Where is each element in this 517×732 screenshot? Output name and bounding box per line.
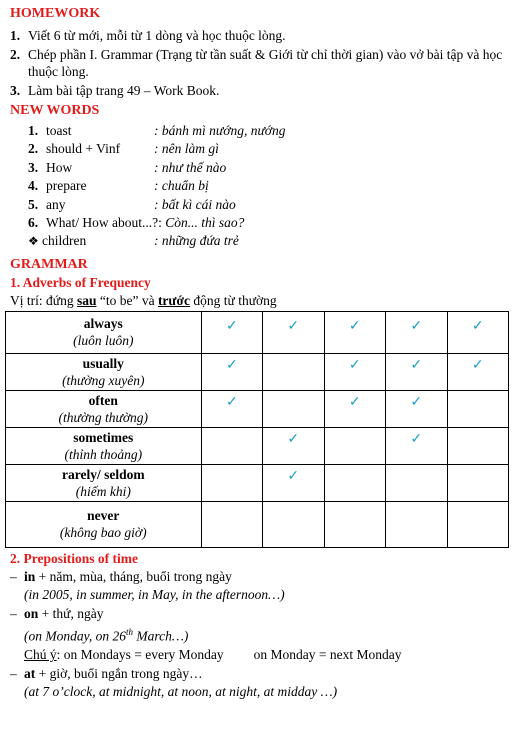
adverb-english: usually bbox=[82, 355, 124, 371]
adverb-cell bbox=[6, 390, 202, 427]
prepositions-list bbox=[10, 568, 509, 702]
prepositions-heading: 2. Prepositions of time bbox=[10, 550, 138, 566]
adverb-vietnamese: (luôn luôn) bbox=[73, 333, 134, 349]
frequency-cell bbox=[386, 464, 447, 501]
adverb-english: never bbox=[87, 508, 120, 524]
frequency-cell bbox=[324, 353, 385, 390]
frequency-cell bbox=[201, 427, 262, 464]
frequency-row bbox=[6, 501, 509, 547]
frequency-cell bbox=[447, 427, 509, 464]
adverb-cell bbox=[6, 353, 202, 390]
adverb-english: often bbox=[88, 392, 118, 408]
homework-heading: HOMEWORK bbox=[10, 6, 101, 21]
adverb-english: sometimes bbox=[73, 429, 134, 445]
checkmark-icon: ✓ bbox=[225, 395, 238, 411]
position-rule: Vị trí: đứng sau “to be” và trước động từ thường bbox=[10, 292, 277, 308]
checkmark-icon: ✓ bbox=[287, 469, 300, 485]
prep-at-example: (at 7 o’clock, at midnight, at noon, at night, at midday …) bbox=[24, 684, 338, 700]
frequency-cell bbox=[324, 464, 385, 501]
frequency-cell bbox=[263, 390, 324, 427]
frequency-cell bbox=[386, 353, 447, 390]
homework-item: 1. Viết 6 từ mới, mỗi từ 1 dòng và học thuộc lòng. bbox=[10, 28, 286, 43]
checkmark-icon: ✓ bbox=[348, 358, 361, 374]
checkmark-icon: ✓ bbox=[410, 318, 423, 334]
adverb-vietnamese: (hiếm khi) bbox=[75, 483, 131, 499]
prep-note: Chú ý: on Mondays = every Monday on Monday = next Monday bbox=[24, 647, 402, 663]
homework-list bbox=[10, 27, 509, 99]
new-word-item: 3. How : như thế nào bbox=[28, 159, 227, 175]
new-word-item: 1. toast : bánh mì nướng, nướng bbox=[28, 123, 286, 138]
frequency-cell bbox=[201, 501, 262, 547]
frequency-cell bbox=[386, 427, 447, 464]
frequency-cell bbox=[263, 427, 324, 464]
prep-on-example: (on Monday, on 26th March…) bbox=[24, 627, 189, 644]
frequency-row bbox=[6, 464, 509, 501]
prep-on-rule: – on + thứ, ngày bbox=[10, 605, 104, 621]
checkmark-icon: ✓ bbox=[287, 432, 300, 448]
frequency-row bbox=[6, 427, 509, 464]
new-word-item: 5. any : bất kì cái nào bbox=[28, 196, 236, 212]
frequency-table bbox=[5, 311, 509, 548]
adverb-vietnamese: (thỉnh thoảng) bbox=[64, 446, 143, 462]
frequency-cell bbox=[386, 390, 447, 427]
adverb-english: rarely/ seldom bbox=[61, 466, 145, 482]
frequency-cell bbox=[263, 311, 324, 353]
frequency-cell bbox=[324, 311, 385, 353]
prep-in-rule: – in + năm, mùa, tháng, buổi trong ngày bbox=[10, 568, 232, 584]
new-word-item: ❖ children : những đứa trẻ bbox=[28, 233, 239, 249]
frequency-cell bbox=[386, 311, 447, 353]
adverb-cell bbox=[6, 311, 202, 353]
checkmark-icon: ✓ bbox=[410, 358, 423, 374]
new-words-list bbox=[10, 122, 509, 251]
frequency-cell bbox=[263, 501, 324, 547]
frequency-cell bbox=[201, 353, 262, 390]
frequency-row bbox=[6, 311, 509, 353]
frequency-cell bbox=[447, 311, 509, 353]
new-word-item: 2. should + Vinf : nên làm gì bbox=[28, 141, 219, 157]
homework-item: 3. Làm bài tập trang 49 – Work Book. bbox=[10, 83, 220, 98]
adverb-vietnamese: (thường xuyên) bbox=[62, 372, 145, 388]
adverb-vietnamese: (thường thường) bbox=[58, 409, 149, 425]
frequency-cell bbox=[447, 464, 509, 501]
checkmark-icon: ✓ bbox=[471, 358, 484, 374]
adverb-cell bbox=[6, 501, 202, 547]
adverb-cell bbox=[6, 427, 202, 464]
checkmark-icon: ✓ bbox=[348, 318, 361, 334]
adverb-vietnamese: (không bao giờ) bbox=[59, 525, 147, 541]
new-word-item: 4. prepare : chuẩn bị bbox=[28, 178, 209, 194]
new-word-item: 6. What/ How about...?: Còn... thì sao? bbox=[28, 214, 245, 230]
diamond-bullet-icon: ❖ bbox=[28, 234, 39, 249]
frequency-cell bbox=[447, 390, 509, 427]
adverbs-heading: 1. Adverbs of Frequency bbox=[10, 274, 151, 290]
checkmark-icon: ✓ bbox=[225, 318, 238, 334]
checkmark-icon: ✓ bbox=[287, 318, 300, 334]
frequency-row bbox=[6, 353, 509, 390]
checkmark-icon: ✓ bbox=[410, 395, 423, 411]
checkmark-icon: ✓ bbox=[410, 432, 423, 448]
frequency-row bbox=[6, 390, 509, 427]
frequency-cell bbox=[201, 311, 262, 353]
frequency-cell bbox=[263, 464, 324, 501]
adverb-cell bbox=[6, 464, 202, 501]
frequency-cell bbox=[324, 501, 385, 547]
frequency-cell bbox=[324, 427, 385, 464]
frequency-cell bbox=[447, 501, 509, 547]
grammar-heading: GRAMMAR bbox=[10, 256, 88, 272]
frequency-cell bbox=[447, 353, 509, 390]
prep-at-rule: – at + giờ, buổi ngắn trong ngày… bbox=[10, 665, 203, 681]
checkmark-icon: ✓ bbox=[471, 318, 484, 334]
adverb-english: always bbox=[83, 316, 123, 332]
frequency-cell bbox=[201, 464, 262, 501]
homework-item: 2. Chép phần I. Grammar (Trạng từ tần suất & Giới từ chỉ thời gian) vào vở bài tập và học thuộc lòng. bbox=[10, 47, 503, 79]
checkmark-icon: ✓ bbox=[225, 358, 238, 374]
new-words-heading: NEW WORDS bbox=[10, 103, 100, 118]
prep-in-example: (in 2005, in summer, in May, in the afternoon…) bbox=[24, 587, 285, 603]
checkmark-icon: ✓ bbox=[348, 395, 361, 411]
frequency-cell bbox=[324, 390, 385, 427]
frequency-cell bbox=[386, 501, 447, 547]
frequency-cell bbox=[201, 390, 262, 427]
frequency-cell bbox=[263, 353, 324, 390]
